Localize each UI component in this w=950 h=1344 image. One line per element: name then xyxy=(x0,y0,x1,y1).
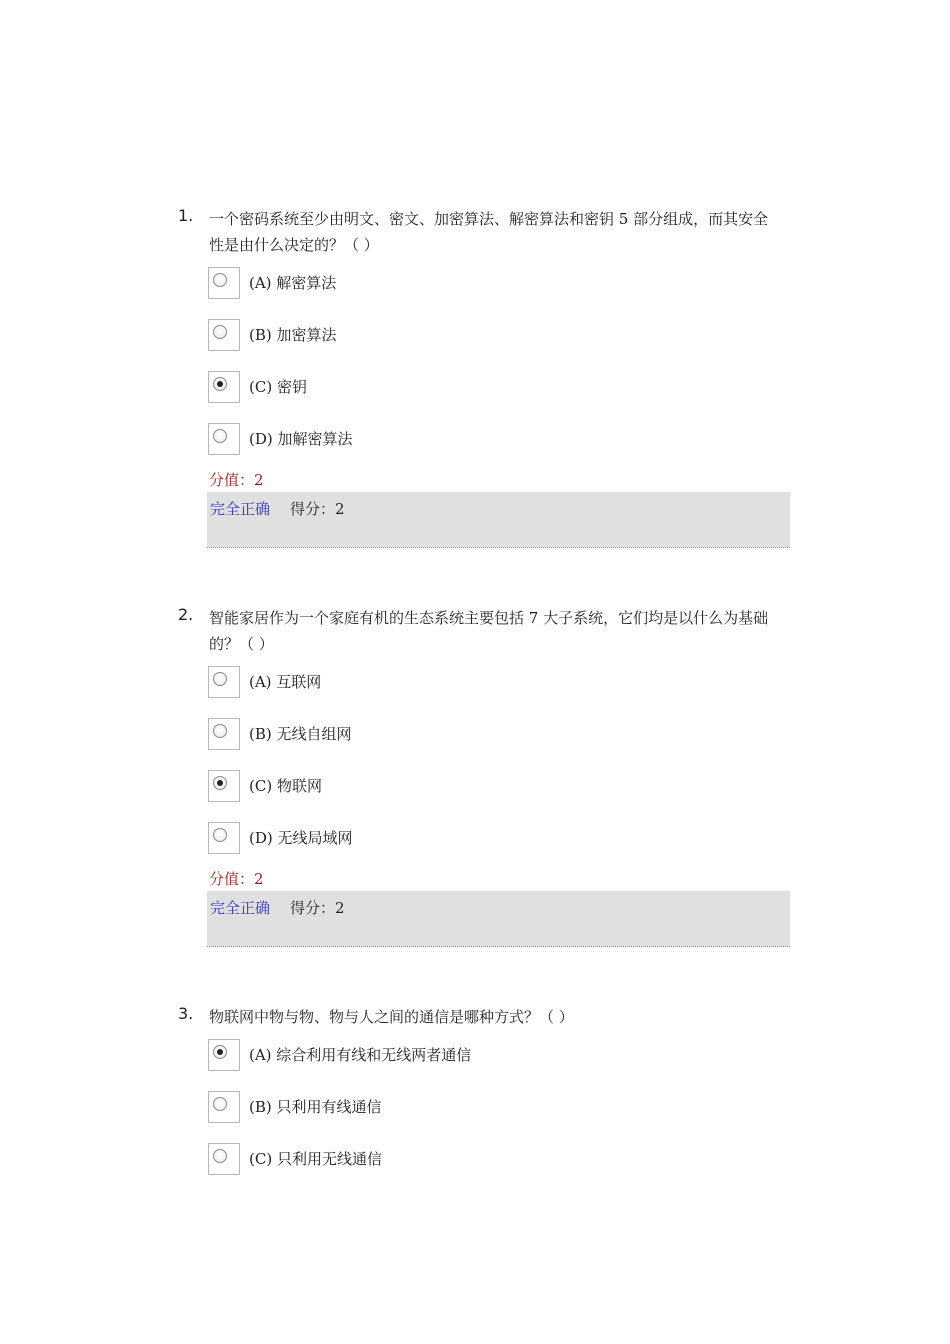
radio-button[interactable] xyxy=(213,828,227,842)
question-number: 1. xyxy=(178,206,194,225)
option-b[interactable] xyxy=(208,1091,628,1125)
radio-box xyxy=(208,319,240,351)
radio-box xyxy=(208,267,240,299)
radio-button[interactable] xyxy=(213,672,227,686)
option-d[interactable] xyxy=(208,822,628,856)
option-b[interactable] xyxy=(208,319,628,353)
result-status: 完全正确 xyxy=(210,500,271,518)
radio-box xyxy=(208,371,240,403)
radio-box xyxy=(208,718,240,750)
result-score: 得分：2 xyxy=(290,500,345,518)
option-c[interactable] xyxy=(208,770,628,804)
result-box xyxy=(207,492,790,548)
score-value: 分值：2 xyxy=(209,870,264,888)
radio-button[interactable] xyxy=(213,273,227,287)
option-label: (B) 只利用有线通信 xyxy=(249,1098,382,1116)
option-label: (C) 密钥 xyxy=(249,378,307,396)
question-text: 智能家居作为一个家庭有机的生态系统主要包括 7 大子系统，它们均是以什么为基础的？（ ） xyxy=(209,609,769,653)
radio-button[interactable] xyxy=(213,429,227,443)
option-label: (C) 物联网 xyxy=(249,777,322,795)
radio-box xyxy=(208,822,240,854)
option-a[interactable] xyxy=(208,1039,628,1073)
result-status: 完全正确 xyxy=(210,899,271,917)
radio-box xyxy=(208,1143,240,1175)
score-value: 分值：2 xyxy=(209,471,264,489)
option-c[interactable] xyxy=(208,371,628,405)
option-label: (D) 加解密算法 xyxy=(249,430,353,448)
radio-button[interactable] xyxy=(213,776,227,790)
radio-button[interactable] xyxy=(213,325,227,339)
radio-box xyxy=(208,423,240,455)
question-text: 物联网中物与物、物与人之间的通信是哪种方式？（ ） xyxy=(209,1008,574,1026)
radio-button[interactable] xyxy=(213,377,227,391)
option-label: (B) 无线自组网 xyxy=(249,725,352,743)
radio-box xyxy=(208,666,240,698)
result-score: 得分：2 xyxy=(290,899,345,917)
radio-box xyxy=(208,1039,240,1071)
radio-box xyxy=(208,770,240,802)
question-number: 2. xyxy=(178,605,194,624)
option-d[interactable] xyxy=(208,423,628,457)
radio-dot-icon xyxy=(217,780,223,786)
radio-dot-icon xyxy=(217,1049,223,1055)
option-label: (C) 只利用无线通信 xyxy=(249,1150,382,1168)
option-label: (B) 加密算法 xyxy=(249,326,337,344)
option-a[interactable] xyxy=(208,267,628,301)
option-label: (A) 综合利用有线和无线两者通信 xyxy=(249,1046,472,1064)
question-text: 一个密码系统至少由明文、密文、加密算法、解密算法和密钥 5 部分组成，而其安全性是由什么决定的？（ ） xyxy=(209,210,769,254)
option-label: (A) 互联网 xyxy=(249,673,322,691)
option-c[interactable] xyxy=(208,1143,628,1177)
radio-button[interactable] xyxy=(213,1097,227,1111)
option-b[interactable] xyxy=(208,718,628,752)
question-number: 3. xyxy=(178,1004,194,1023)
radio-button[interactable] xyxy=(213,1045,227,1059)
option-a[interactable] xyxy=(208,666,628,700)
radio-dot-icon xyxy=(217,381,223,387)
radio-button[interactable] xyxy=(213,1149,227,1163)
radio-button[interactable] xyxy=(213,724,227,738)
radio-box xyxy=(208,1091,240,1123)
option-label: (D) 无线局域网 xyxy=(249,829,353,847)
result-box xyxy=(207,891,790,947)
option-label: (A) 解密算法 xyxy=(249,274,337,292)
